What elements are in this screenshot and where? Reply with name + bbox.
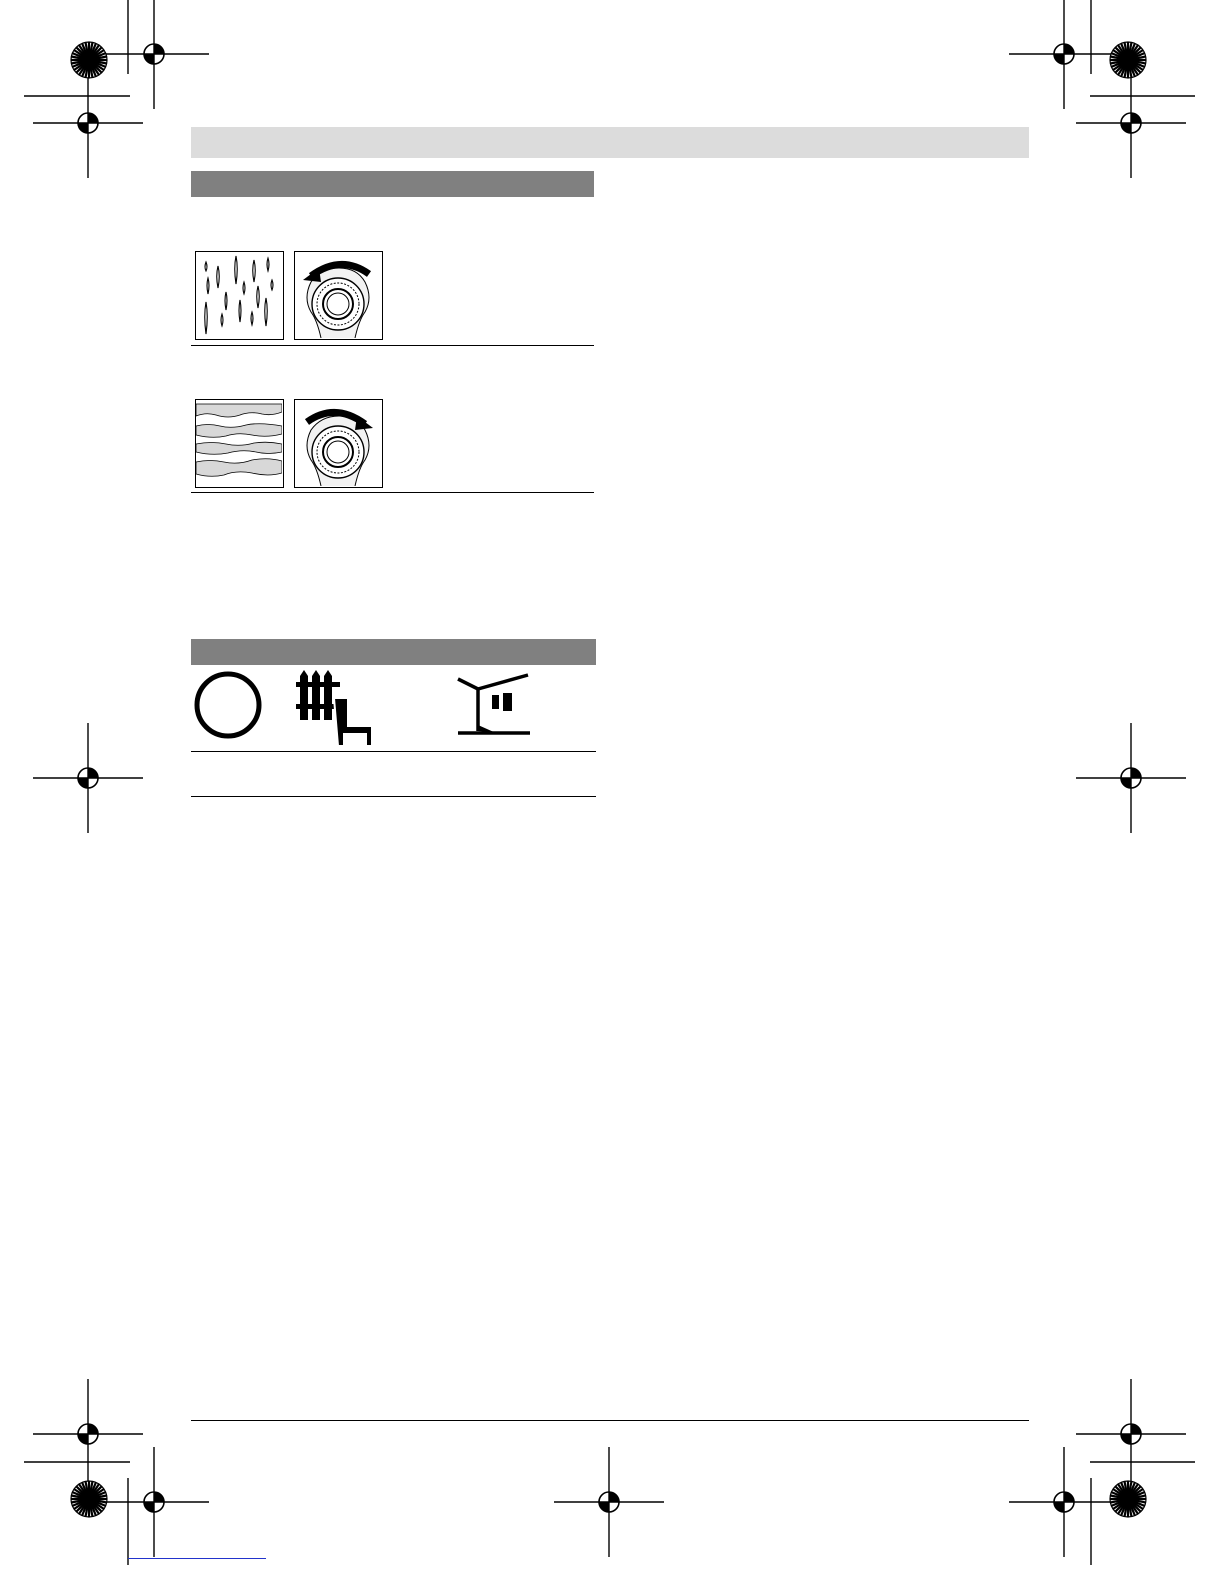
page-header-bar bbox=[191, 127, 1029, 158]
dial-rotate-counterclockwise-icon bbox=[294, 251, 383, 340]
section-bottom-title-bar bbox=[191, 639, 596, 665]
dial-rotate-clockwise-icon bbox=[294, 399, 383, 488]
circle-outline-icon bbox=[193, 670, 263, 740]
rain-icon bbox=[195, 251, 284, 340]
row-divider bbox=[191, 492, 594, 493]
fence-chair-icon bbox=[296, 668, 382, 748]
ceiling-wall-icon bbox=[456, 673, 532, 737]
row-divider bbox=[191, 751, 596, 752]
page-footer-rule bbox=[191, 1420, 1029, 1421]
link-underline[interactable] bbox=[128, 1558, 266, 1559]
fog-icon bbox=[195, 399, 284, 488]
row-divider bbox=[191, 796, 596, 797]
row-divider bbox=[191, 345, 594, 346]
section-top-title-bar bbox=[191, 171, 594, 197]
